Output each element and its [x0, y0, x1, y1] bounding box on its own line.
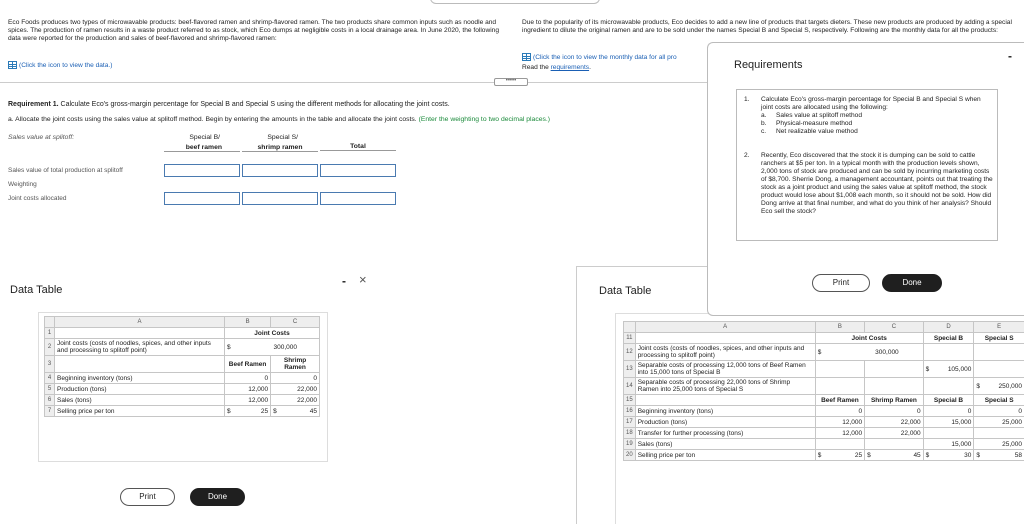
table-icon[interactable]	[8, 61, 17, 69]
data-table-2	[623, 321, 1024, 461]
done-button[interactable]: Done	[190, 488, 245, 506]
print-button[interactable]: Print	[120, 488, 175, 506]
requirements-link[interactable]: requirements	[550, 64, 590, 71]
row-weighting: Weighting	[8, 181, 37, 188]
minimize-icon[interactable]: -	[342, 274, 346, 288]
col-special-s: Special S/ shrimp ramen	[242, 134, 318, 152]
table-row: 19 Sales (tons) 15,000 25,000	[624, 439, 1024, 450]
input-w-b[interactable]	[164, 192, 240, 205]
data-link-2[interactable]: (Click the icon to view the monthly data for all pro	[522, 53, 677, 62]
close-icon[interactable]: ×	[359, 272, 367, 287]
dialog-title: Data Table	[10, 284, 63, 296]
table-row: 18 Transfer for further processing (tons) 12,000 22,000	[624, 428, 1024, 439]
requirements-dialog	[707, 42, 1024, 316]
table-row: 12 Joint costs (costs of noodles, spices, and other inputs and processing to splitoff point) $ 300,000	[624, 344, 1024, 361]
data-table-dialog-1	[0, 270, 380, 524]
done-button[interactable]: Done	[882, 274, 942, 292]
points-label	[497, 0, 532, 1]
col-total: Total	[320, 143, 396, 151]
requirements-title: Requirements	[734, 59, 803, 71]
table-row: 6 Sales (tons) 12,000 22,000	[45, 395, 320, 406]
table-row: 7 Selling price per ton $ 25 $ 45	[45, 406, 320, 417]
table-header-row: A B C	[45, 317, 320, 328]
dialog-title: Data Table	[599, 285, 652, 297]
table-row: 4 Beginning inventory (tons) 0 0	[45, 373, 320, 384]
table-icon[interactable]	[522, 53, 531, 61]
table-header-row: A B C D E	[624, 322, 1024, 333]
input-w-total[interactable]	[320, 192, 396, 205]
table-row: 11 Joint Costs Special B Special S	[624, 333, 1024, 344]
col-special-b: Special B/ beef ramen	[164, 134, 240, 152]
row-joint-costs: Joint costs allocated	[8, 195, 67, 202]
input-w-s[interactable]	[242, 192, 318, 205]
table-row: 13 Separable costs of processing 12,000 tons of Beef Ramen into 15,000 tons of Special B $ 105,000	[624, 361, 1024, 378]
expand-handle[interactable]: •••••	[494, 78, 528, 86]
requirement-title: Requirement 1. Calculate Eco's gross-margin percentage for Special B and Special S using the different methods for allocating the joint costs.	[8, 101, 450, 108]
part-a: a. Allocate the joint costs using the sales value at splitoff method. Begin by entering the amounts in the table and allocate the joint costs. (Enter the weighting to two decimal places.)	[8, 116, 551, 123]
data-link-1[interactable]: (Click the icon to view the data.)	[8, 61, 112, 70]
input-sv-s[interactable]	[242, 164, 318, 177]
intro-text: Eco Foods produces two types of microwavable products: beef-flavored ramen and shrimp-flavored ramen. The two products share common inputs such as noodle and spices. The production of ramen results in a waste product referred to as stock, which Eco dumps at negligible costs in a local drainage area. In June 2020, the following data were reported for the production and sales of beef-flavored and shrimp-flavored ramen:	[8, 19, 500, 42]
row-sales-value: Sales value of total production at splitoff	[8, 167, 123, 174]
intro2-text: Due to the popularity of its microwavable products, Eco decides to add a new line of products that targets dieters. These new products are produced by adding a special ingredient to dilute the original ramen and are to be sold under the names Special B and Special S, respectively. Following are the monthly data for all the products:	[522, 19, 1012, 34]
req-item-1: 1. Calculate Eco's gross-margin percentage for Special B and Special S when joint costs are allocated using the following: a. Sales value at splitoff method b. Physical-measure method c. Net realizable value method	[744, 96, 981, 135]
input-sv-b[interactable]	[164, 164, 240, 177]
points-tab	[430, 0, 600, 4]
table-row: 20 Selling price per ton $ 25 $ 45 $ 30 $ 58	[624, 450, 1024, 461]
table-row: 5 Production (tons) 12,000 22,000	[45, 384, 320, 395]
req-item-2: 2. Recently, Eco discovered that the stock it is dumping can be sold to cattle ranchers at $5 per ton. In a typical month with the production levels shown, 2,000 tons of stock are produced and can be sold by incurring marketing costs of $8,700. Sherrie Dong, a management accountant, points out that treating the stock as a joint product and using the sales value at splitoff method, the stock product would lose about $1,008 each month, so it should not be sold. How did Dong arrive at that final number, and what do you think of her analysis? Should Eco sell the stock?	[744, 152, 993, 215]
data-table-1	[44, 316, 320, 417]
table-row: 14 Separable costs of processing 22,000 tons of Shrimp Ramen into 25,000 tons of Special S $ 250,000	[624, 378, 1024, 395]
table-row: 2 Joint costs (costs of noodles, spices, and other inputs and processing to splitoff point) $ 300,000	[45, 339, 320, 356]
table-row: 1 Joint Costs	[45, 328, 320, 339]
minimize-icon[interactable]: -	[1008, 49, 1012, 63]
print-button[interactable]: Print	[812, 274, 870, 292]
sales-value-label: Sales value at splitoff:	[8, 134, 75, 141]
input-sv-total[interactable]	[320, 164, 396, 177]
table-row: 15 Beef Ramen Shrimp Ramen Special B Special S	[624, 395, 1024, 406]
table-row: 3 Beef Ramen Shrimp Ramen	[45, 356, 320, 373]
table-row: 17 Production (tons) 12,000 22,000 15,000 25,000	[624, 417, 1024, 428]
read-requirements: Read the requirements.	[522, 64, 591, 71]
table-row: 16 Beginning inventory (tons) 0 0 0 0	[624, 406, 1024, 417]
